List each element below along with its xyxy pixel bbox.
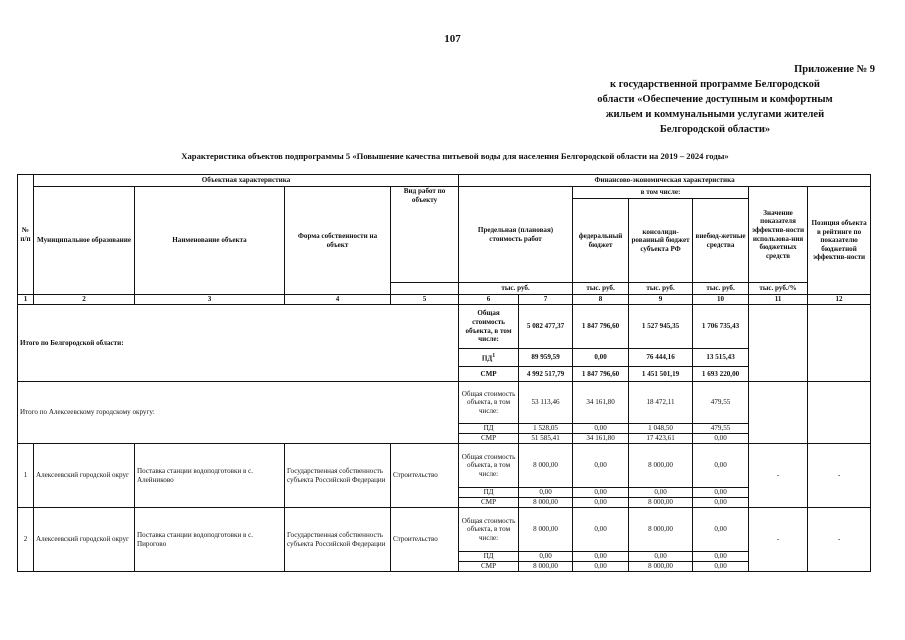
row-label: ПД: [459, 424, 519, 434]
federal-value: 1 847 796,60: [573, 367, 629, 382]
cost-value: 51 585,41: [519, 434, 573, 444]
consolidated-value: 1 527 945,35: [629, 305, 693, 349]
row-label: ПД: [459, 552, 519, 562]
consolidated-value: 18 472,11: [629, 382, 693, 424]
row-label: СМР: [459, 434, 519, 444]
object-name: Поставка станции водоподготовки в с. Алейниково: [135, 444, 285, 508]
unit-indicator: тыс. руб./%: [749, 283, 808, 295]
row-label: Общая стоимость объекта, в том числе:: [459, 444, 519, 488]
cost-value: 0,00: [519, 488, 573, 498]
object-name: Поставка станции водоподготовки в с. Пирогово: [135, 508, 285, 572]
federal-value: 1 847 796,60: [573, 305, 629, 349]
header-indicator: Значение показателя эффектив-ности использова-ния бюджетных средств: [749, 187, 808, 283]
consolidated-value: 0,00: [629, 552, 693, 562]
object-ownership: Государственная собственность субъекта Российской Федерации: [285, 508, 391, 572]
consolidated-value: 1 451 501,19: [629, 367, 693, 382]
indicator-empty: [749, 382, 808, 444]
consolidated-value: 0,00: [629, 488, 693, 498]
column-numbers-row: [18, 295, 871, 305]
total-region-label: Итого по Белгородской области:: [18, 305, 459, 382]
col-num: 4: [285, 295, 391, 305]
header-federal: федеральный бюджет: [573, 199, 629, 283]
federal-value: 34 161,80: [573, 434, 629, 444]
header-consolidated: консолиди-рованный бюджет субъекта РФ: [629, 199, 693, 283]
header-object-name: Наименование объекта: [135, 187, 285, 295]
header-row-2: [18, 187, 871, 199]
indicator-value: -: [749, 508, 808, 572]
cost-value: 1 528,05: [519, 424, 573, 434]
cost-value: 8 000,00: [519, 498, 573, 508]
consolidated-value: 76 444,16: [629, 349, 693, 367]
cost-value: 8 000,00: [519, 562, 573, 572]
header-including: в том числе:: [573, 187, 749, 199]
header-municipality: Муниципальное образование: [34, 187, 135, 295]
row-label: $ПД^1$: [459, 349, 519, 367]
appendix-line: к государственной программе Белгородской: [610, 79, 820, 90]
row-label: СМР: [459, 498, 519, 508]
position-empty: [808, 305, 871, 382]
federal-value: 34 161,80: [573, 382, 629, 424]
col-num: 1: [18, 295, 34, 305]
object-ownership: Государственная собственность субъекта Российской Федерации: [285, 444, 391, 508]
header-position: Позиция объекта в рейтинге по показателю бюджетной эффектив-ности: [808, 187, 871, 295]
row-label: СМР: [459, 367, 519, 382]
extra-value: 0,00: [693, 498, 749, 508]
document-title: Характеристика объектов подпрограммы 5 «Повышение качества питьевой воды для населения Белгородской области на 2019 – 2024 годы»: [181, 151, 729, 161]
federal-value: 0,00: [573, 488, 629, 498]
unit-extra: тыс. руб.: [693, 283, 749, 295]
cost-value: 53 113,46: [519, 382, 573, 424]
table-row: [18, 508, 871, 552]
row-label: СМР: [459, 562, 519, 572]
federal-value: 0,00: [573, 444, 629, 488]
col-num: 8: [573, 295, 629, 305]
header-object-characteristics: Объектная характеристика: [34, 175, 459, 187]
consolidated-value: 8 000,00: [629, 498, 693, 508]
header-row-1: [18, 175, 871, 187]
col-num: 3: [135, 295, 285, 305]
header-ownership: Форма собственности на объект: [285, 187, 391, 295]
cost-value: 8 000,00: [519, 444, 573, 488]
federal-value: 0,00: [573, 552, 629, 562]
appendix-number: Приложение № 9: [794, 64, 875, 75]
extra-value: 0,00: [693, 562, 749, 572]
row-label: Общая стоимость объекта, в том числе:: [459, 508, 519, 552]
header-work-type: Вид работ по объекту: [391, 187, 459, 283]
extra-value: 0,00: [693, 488, 749, 498]
appendix-heading: [555, 62, 875, 137]
extra-value: 0,00: [693, 434, 749, 444]
extra-value: 13 515,43: [693, 349, 749, 367]
header-financial-characteristics: Финансово-экономическая характеристика: [459, 175, 871, 187]
col-num: 7: [519, 295, 573, 305]
indicator-empty: [749, 305, 808, 382]
extra-value: 0,00: [693, 444, 749, 488]
col-num: 5: [391, 295, 459, 305]
federal-value: 0,00: [573, 508, 629, 552]
appendix-line: Белгородской области»: [659, 124, 771, 135]
table-row: [18, 382, 871, 424]
header-extra: внебюд-жетные средства: [693, 199, 749, 283]
appendix-line: области «Обеспечение доступным и комфортным: [597, 94, 833, 105]
object-municipality: Алексеевский городской округ: [34, 444, 135, 508]
position-value: -: [808, 444, 871, 508]
col-num: 10: [693, 295, 749, 305]
position-empty: [808, 382, 871, 444]
consolidated-value: 17 423,61: [629, 434, 693, 444]
unit-federal: тыс. руб.: [573, 283, 629, 295]
extra-value: 0,00: [693, 508, 749, 552]
objects-table: [17, 174, 871, 572]
cost-value: 0,00: [519, 552, 573, 562]
header-units-empty: [391, 283, 459, 295]
row-label: ПД: [459, 488, 519, 498]
col-num: 11: [749, 295, 808, 305]
row-label: Общая стоимость объекта, в том числе:: [459, 382, 519, 424]
header-cost: Предельная (плановая) стоимость работ: [459, 187, 573, 283]
extra-value: 479,55: [693, 424, 749, 434]
row-label: Общая стоимость объекта, в том числе:: [459, 305, 519, 349]
federal-value: 0,00: [573, 349, 629, 367]
object-municipality: Алексеевский городской округ: [34, 508, 135, 572]
consolidated-value: 8 000,00: [629, 562, 693, 572]
federal-value: 0,00: [573, 424, 629, 434]
page-number: 107: [444, 33, 461, 45]
unit-consolidated: тыс. руб.: [629, 283, 693, 295]
cost-value: 4 992 517,79: [519, 367, 573, 382]
table-row: [18, 305, 871, 349]
header-num: № п/п: [18, 175, 34, 295]
col-num: 6: [459, 295, 519, 305]
position-value: -: [808, 508, 871, 572]
extra-value: 1 693 220,00: [693, 367, 749, 382]
object-work-type: Строительство: [391, 508, 459, 572]
total-district-label: Итого по Алексеевскому городскому округу:: [18, 382, 459, 444]
object-number: 2: [18, 508, 34, 572]
object-number: 1: [18, 444, 34, 508]
table-row: [18, 444, 871, 488]
federal-value: 0,00: [573, 498, 629, 508]
extra-value: 0,00: [693, 552, 749, 562]
cost-value: 89 959,59: [519, 349, 573, 367]
col-num: 9: [629, 295, 693, 305]
consolidated-value: 8 000,00: [629, 508, 693, 552]
col-num: 2: [34, 295, 135, 305]
consolidated-value: 8 000,00: [629, 444, 693, 488]
object-work-type: Строительство: [391, 444, 459, 508]
cost-value: 5 082 477,37: [519, 305, 573, 349]
cost-value: 8 000,00: [519, 508, 573, 552]
indicator-value: -: [749, 444, 808, 508]
appendix-line: жильем и коммунальными услугами жителей: [605, 109, 825, 120]
col-num: 12: [808, 295, 871, 305]
unit-cost: тыс. руб.: [459, 283, 573, 295]
extra-value: 1 706 735,43: [693, 305, 749, 349]
extra-value: 479,55: [693, 382, 749, 424]
federal-value: 0,00: [573, 562, 629, 572]
consolidated-value: 1 048,50: [629, 424, 693, 434]
